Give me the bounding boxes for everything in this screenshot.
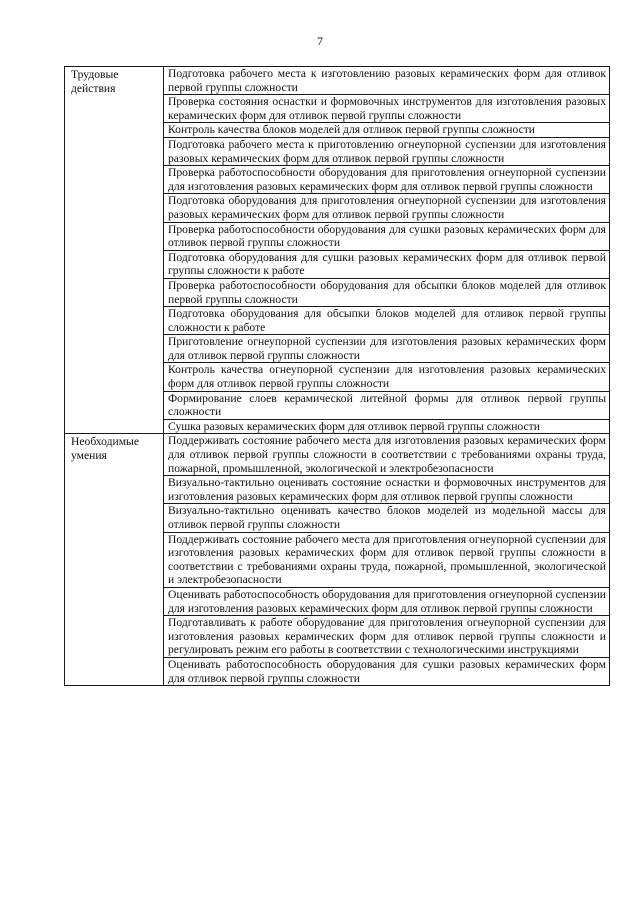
table-cell <box>164 123 610 138</box>
table-cell <box>164 335 610 363</box>
cell-text: Проверка работоспособности оборудования для сушки разовых керамических форм для отливок первой группы сложности <box>168 222 606 250</box>
table-cell <box>164 587 610 615</box>
table-cell <box>164 657 610 685</box>
table-cell <box>164 250 610 278</box>
competency-table <box>64 66 610 686</box>
table-cell <box>164 391 610 419</box>
cell-text: Контроль качества огнеупорной суспензии для изготовления разовых керамических форм для отливок первой группы сложности <box>168 363 606 391</box>
cell-text: Контроль качества блоков моделей для отливок первой группы сложности <box>168 123 535 137</box>
table-cell <box>164 194 610 222</box>
table-cell <box>164 95 610 123</box>
table-cell <box>164 307 610 335</box>
cell-text: Проверка работоспособности оборудования для обсыпки блоков моделей для отливок первой группы сложности <box>168 278 606 306</box>
cell-text: Поддерживать состояние рабочего места для приготовления огнеупорной суспензии для изготовления разовых керамических форм для отливок первой группы сложности в соответствии с требованиями охраны труда, пожарной, промышленной, экологической и электробезопасности <box>168 532 606 587</box>
cell-text: Формирование слоев керамической литейной формы для отливок первой группы сложности <box>168 391 606 419</box>
cell-text: Подготовка оборудования для сушки разовых керамических форм для отливок первой группы сложности к работе <box>168 250 606 278</box>
cell-text: Подготовка рабочего места к изготовлению разовых керамических форм для отливок первой группы сложности <box>168 67 606 94</box>
cell-text: Подготавливать к работе оборудование для приготовления огнеупорной суспензии для изготовления разовых керамических форм для отливок первой группы сложности и регулировать режим его работы в соответствии с технологическими инструкциями <box>168 616 606 657</box>
cell-text: Подготовка рабочего места к приготовлению огнеупорной суспензии для изготовления разовых керамических форм для отливок первой группы сложности <box>168 137 606 165</box>
cell-text: Подготовка оборудования для приготовления огнеупорной суспензии для изготовления разовых керамических форм для отливок первой группы сложности <box>168 194 606 221</box>
table-cell <box>164 166 610 194</box>
section-label: Необходимые умения <box>65 434 164 686</box>
table-cell <box>164 222 610 250</box>
table-cell <box>164 67 610 95</box>
table-body <box>65 67 610 686</box>
cell-text: Проверка состояния оснастки и формовочных инструментов для изготовления разовых керамических форм для отливок первой группы сложности <box>168 95 606 122</box>
cell-text: Оценивать работоспособность оборудования для сушки разовых керамических форм для отливок первой группы сложности <box>168 657 606 685</box>
page-number: 7 <box>317 34 323 48</box>
cell-text: Приготовление огнеупорной суспензии для изготовления разовых керамических форм для отливок первой группы сложности <box>168 335 606 362</box>
table-cell <box>164 476 610 504</box>
table-cell <box>164 532 610 587</box>
table-row <box>65 67 610 95</box>
cell-text: Сушка разовых керамических форм для отливок первой группы сложности <box>168 419 540 433</box>
table-cell <box>164 434 610 476</box>
cell-text: Визуально-тактильно оценивать состояние оснастки и формовочных инструментов для изготовления разовых керамических форм для отливок первой группы сложности <box>168 476 606 503</box>
table-cell <box>164 504 610 532</box>
cell-text: Поддерживать состояние рабочего места для изготовления разовых керамических форм для отливок первой группы сложности в соответствии с требованиями охраны труда, пожарной, промышленной, экологической и электробезопасности <box>168 434 606 475</box>
table-cell <box>164 278 610 306</box>
table-row <box>65 434 610 476</box>
table-cell <box>164 419 610 434</box>
cell-text: Визуально-тактильно оценивать качество блоков моделей из модельной массы для отливок первой группы сложности <box>168 504 606 531</box>
cell-text: Проверка работоспособности оборудования для приготовления огнеупорной суспензии для изготовления разовых керамических форм для отливок первой группы сложности <box>168 166 606 193</box>
cell-text: Подготовка оборудования для обсыпки блоков моделей для отливок первой группы сложности к работе <box>168 307 606 334</box>
table-cell <box>164 363 610 391</box>
table-cell <box>164 616 610 658</box>
cell-text: Оценивать работоспособность оборудования для приготовления огнеупорной суспензии для изготовления разовых керамических форм для отливок первой группы сложности <box>168 587 606 615</box>
section-label: Трудовые действия <box>65 67 164 434</box>
table-cell <box>164 137 610 165</box>
